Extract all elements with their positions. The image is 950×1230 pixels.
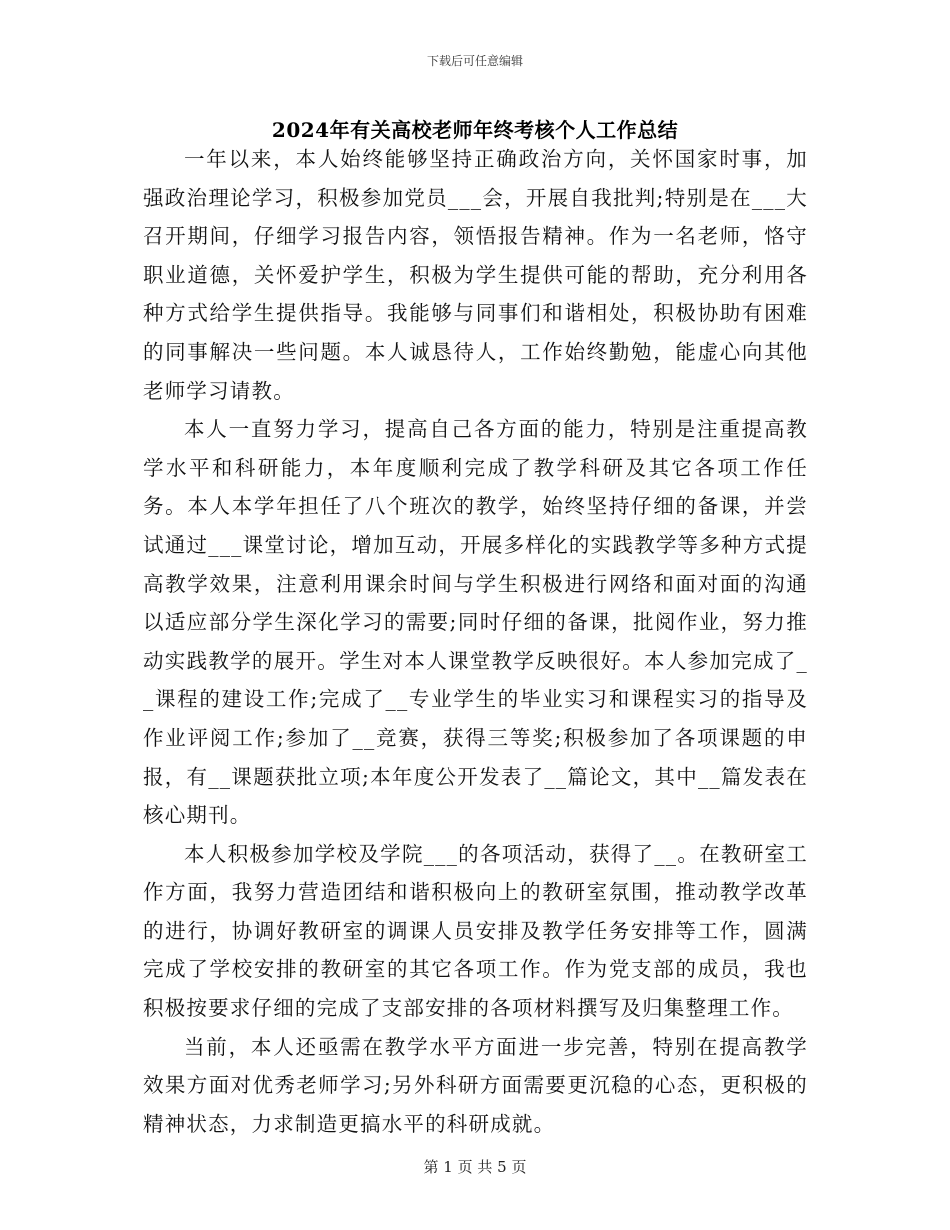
paragraph-1: 一年以来，本人始终能够坚持正确政治方向，关怀国家时事，加强政治理论学习，积极参加党员___会，开展自我批判;特别是在___大召开期间，仔细学习报告内容，领悟报告精神。作为一名老师，恪守职业道德，关怀爱护学生，积极为学生提供可能的帮助，充分利用各种方式给学生提供指导。我能够与同事们和谐相处，积极协助有困难的同事解决一些问题。本人诚恳待人，工作始终勤勉，能虚心向其他老师学习请教。 [143, 147, 808, 403]
header-note: 下载后可任意编辑 [426, 54, 523, 68]
document-title: 2024年有关高校老师年终考核个人工作总结 [271, 118, 679, 142]
paragraph-2: 本人一直努力学习，提高自己各方面的能力，特别是注重提高教学水平和科研能力，本年度顺利完成了教学科研及其它各项工作任务。本人本学年担任了八个班次的教学，始终坚持仔细的备课，并尝试通过___课堂讨论，增加互动，开展多样化的实践教学等多种方式提高教学效果，注意利用课余时间与学生积极进行网络和面对面的沟通以适应部分学生深化学习的需要;同时仔细的备课，批阅作业，努力推动实践教学的展开。学生对本人课堂教学反映很好。本人参加完成了__课程的建设工作;完成了__专业学生的毕业实习和课程实习的指导及作业评阅工作;参加了__竞赛，获得三等奖;积极参加了各项课题的申报，有__课题获批立项;本年度公开发表了__篇论文，其中__篇发表在核心期刊。 [143, 417, 808, 828]
paragraph-4: 当前，本人还亟需在教学水平方面进一步完善，特别在提高教学效果方面对优秀老师学习;另外科研方面需要更沉稳的心态，更积极的精神状态，力求制造更搞水平的科研成就。 [143, 1034, 808, 1136]
page-number-footer: 第 1 页 共 5 页 [423, 1158, 527, 1176]
paragraph-3: 本人积极参加学校及学院___的各项活动，获得了__。在教研室工作方面，我努力营造团结和谐积极向上的教研室氛围，推动教学改革的进行，协调好教研室的调课人员安排及教学任务安排等工作，圆满完成了学校安排的教研室的其它各项工作。作为党支部的成员，我也积极按要求仔细的完成了支部安排的各项材料撰写及归集整理工作。 [143, 841, 808, 1021]
document-body [143, 140, 808, 1143]
